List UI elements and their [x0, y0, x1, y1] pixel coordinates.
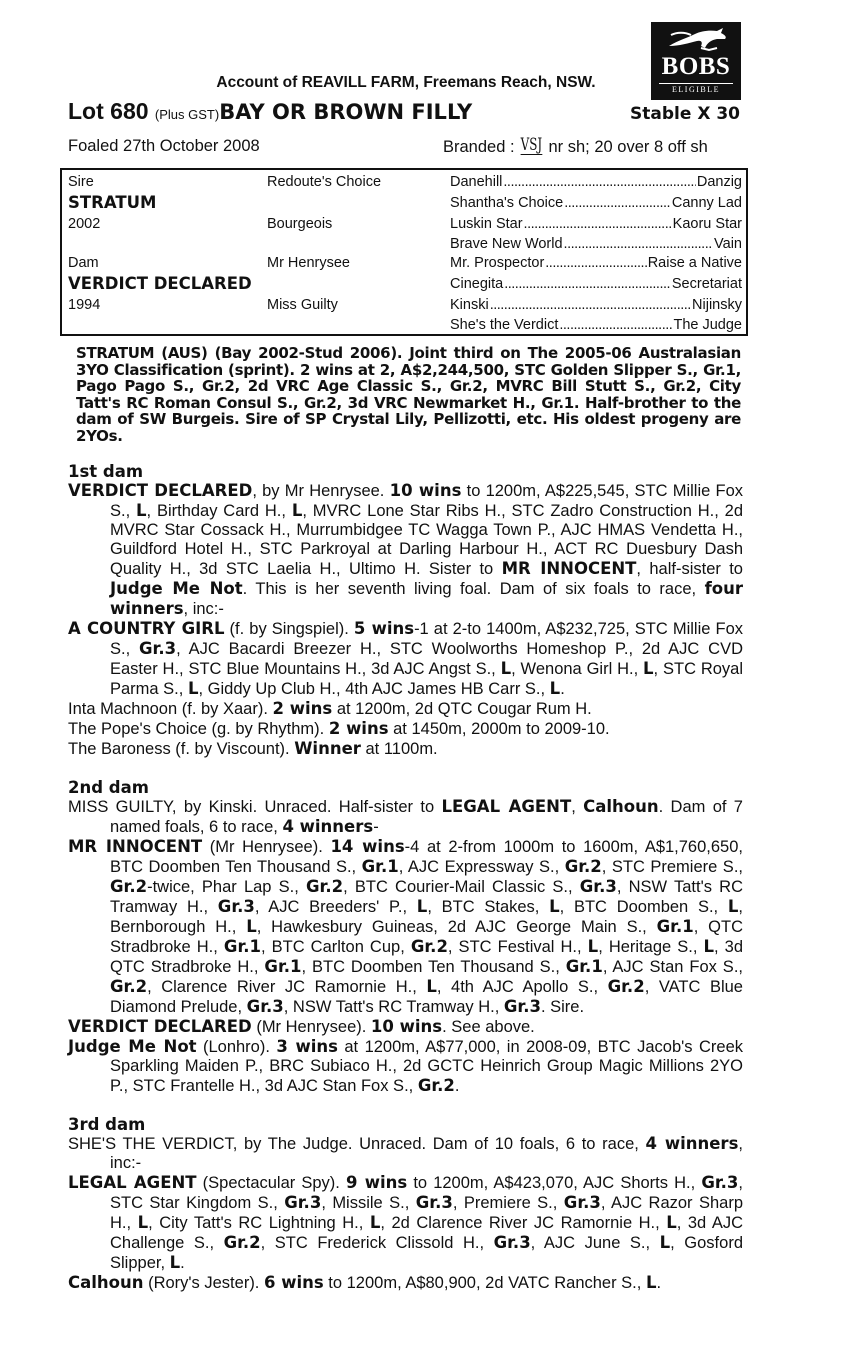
second-dam-paragraph: MISS GUILTY, by Kinski. Unraced. Half-sister to LEGAL AGENT, Calhoun. Dam of 7 named foals, 6 to race, 4 winners- — [68, 797, 743, 836]
branding — [443, 137, 708, 157]
great-grandparent-row: Luskin Star ..... Kaoru Star — [450, 216, 742, 232]
dam-name: VERDICT DECLARED — [68, 274, 252, 293]
dam-year: 1994 — [68, 297, 101, 313]
dam-sire: Mr Henrysee — [267, 255, 350, 271]
great-grandparent-row: She's the Verdict ..... The Judge — [450, 317, 742, 333]
logo-subtitle: ELIGIBLE — [659, 83, 733, 94]
foaled-date: Foaled 27th October 2008 — [68, 137, 260, 155]
sire-name: STRATUM — [68, 193, 157, 212]
brand-mark: VSJ — [520, 135, 543, 155]
lot-title — [68, 98, 472, 125]
first-dam-heading: 1st dam — [68, 462, 144, 481]
sire-sire: Redoute's Choice — [267, 174, 382, 190]
great-grandparent-row: Cinegita ..... Secretariat — [450, 276, 742, 292]
second-dam-heading: 2nd dam — [68, 778, 149, 797]
great-grandparent-row: Brave New World ..... Vain — [450, 236, 742, 252]
sire-dam: Bourgeois — [267, 216, 333, 232]
sire-summary: STRATUM (AUS) (Bay 2002-Stud 2006). Joint third on The 2005-06 Australasian 3YO Classification (sprint). 2 wins at 2, A$2,244,500, STC Golden Slipper S., Gr.1, Pago Pago S., Gr.2, 2d VRC Age Classic S., Gr.2, MVRC Bill Stutt S., Gr.2, City Tatt's RC Roman Consul S., Gr.2, 3d VRC Newmarket H., Gr.1. Half-brother to the dam of SW Burgeis. Sire of SP Crystal Lily, Pellizotti, etc. His oldest progeny are 2YOs. — [76, 344, 741, 445]
branded-label: Branded : — [443, 138, 515, 156]
lot-number: Lot 680 — [68, 98, 149, 124]
third-dam-heading: 3rd dam — [68, 1115, 146, 1134]
great-grandparent-row: Kinski ..... Nijinsky — [450, 297, 742, 313]
lot-line — [68, 98, 748, 128]
progeny-entry: The Baroness (f. by Viscount). Winner at 1100m. — [68, 739, 438, 758]
horse-description: BAY OR BROWN FILLY — [219, 100, 473, 124]
progeny-entry: A COUNTRY GIRL (f. by Singspiel). 5 wins-1 at 2-to 1400m, A$232,725, STC Millie Fox S., Gr.3, AJC Bacardi Breezer H., STC Woolworths Homeshop P., 2d AJC CVD Easter H., STC Blue Mountains H., 3d AJC Angst S., L, Wenona Girl H., L, STC Royal Parma S., L, Giddy Up Club H., 4th AJC James HB Carr S., L. — [68, 619, 744, 698]
logo-title: BOBS — [661, 53, 731, 80]
great-grandparent-row: Danehill ..... Danzig — [450, 174, 742, 190]
first-dam-paragraph: VERDICT DECLARED, by Mr Henrysee. 10 wins to 1200m, A$225,545, STC Millie Fox S., L, Birthday Card H., L, MVRC Lone Star Ribs H., STC Zadro Construction H., 2d MVRC Star Cossack H., Murrumbidgee TC Wagga Town P., AJC HMAS Vendetta H., Guildford Hotel H., STC Parkroyal at Darling Harbour H., ACT RC Duesbury Dash Quality H., 3d STC Laelia H., Ultimo H. Sister to MR INNOCENT, half-sister to Judge Me Not. This is her seventh living foal. Dam of six foals to race, four winners, inc:- — [68, 481, 743, 618]
progeny-entry: Inta Machnoon (f. by Xaar). 2 wins at 1200m, 2d QTC Cougar Rum H. — [68, 699, 592, 718]
pedigree-table — [60, 168, 748, 336]
progeny-entry: VERDICT DECLARED (Mr Henrysee). 10 wins. See above. — [68, 1017, 535, 1036]
sire-label: Sire — [68, 174, 94, 190]
dam-label: Dam — [68, 255, 99, 271]
stable-number: Stable X 30 — [630, 104, 740, 124]
progeny-entry: The Pope's Choice (g. by Rhythm). 2 wins at 1450m, 2000m to 2009-10. — [68, 719, 610, 738]
third-dam-paragraph: SHE'S THE VERDICT, by The Judge. Unraced. Dam of 10 foals, 6 to race, 4 winners, inc:- — [68, 1134, 743, 1172]
branded-text: nr sh; 20 over 8 off sh — [548, 138, 708, 156]
progeny-entry: MR INNOCENT (Mr Henrysee). 14 wins-4 at 2-from 1000m to 1600m, A$1,760,650, BTC Doomben Ten Thousand S., Gr.1, AJC Expressway S., Gr.2, STC Premiere S., Gr.2-twice, Phar Lap S., Gr.2, BTC Courier-Mail Classic S., Gr.3, NSW Tatt's RC Tramway H., Gr.3, AJC Breeders' P., L, BTC Stakes, L, BTC Doomben S., L, Bernborough H., L, Hawkesbury Guineas, 2d AJC George Main S., Gr.1, QTC Stradbroke H., Gr.1, BTC Carlton Cup, Gr.2, STC Festival H., L, Heritage S., L, 3d QTC Stradbroke H., Gr.1, BTC Doomben Ten Thousand S., Gr.1, AJC Stan Fox S., Gr.2, Clarence River JC Ramornie H., L, 4th AJC Apollo S., Gr.2, VATC Blue Diamond Prelude, Gr.3, NSW Tatt's RC Tramway H., Gr.3. Sire. — [68, 837, 743, 1016]
progeny-entry: Calhoun (Rory's Jester). 6 wins to 1200m, A$80,900, 2d VATC Rancher S., L. — [68, 1273, 662, 1292]
sire-year: 2002 — [68, 216, 101, 232]
vendor-account: Account of REAVILL FARM, Freemans Reach, NSW. — [216, 74, 596, 91]
great-grandparent-row: Shantha's Choice ..... Canny Lad — [450, 195, 742, 211]
progeny-entry: Judge Me Not (Lonhro). 3 wins at 1200m, A$77,000, in 2008-09, BTC Jacob's Creek Sparkling Maiden P., BRC Subiaco H., 2d GCTC Heinrich Group Magic Millions 2YO P., STC Frantelle H., 3d AJC Stan Fox S., Gr.2. — [68, 1037, 743, 1095]
horse-head-icon — [661, 24, 731, 56]
great-grandparent-row: Mr. Prospector ..... Raise a Native — [450, 255, 742, 271]
progeny-entry: LEGAL AGENT (Spectacular Spy). 9 wins to 1200m, A$423,070, AJC Shorts H., Gr.3, STC Star Kingdom S., Gr.3, Missile S., Gr.3, Premiere S., Gr.3, AJC Razor Sharp H., L, City Tatt's RC Lightning H., L, 2d Clarence River JC Ramornie H., L, 3d AJC Challenge S., Gr.2, STC Frederick Clissold H., Gr.3, AJC June S., L, Gosford Slipper, L. — [68, 1173, 744, 1272]
dam-dam: Miss Guilty — [267, 297, 338, 313]
gst-note: (Plus GST) — [154, 107, 220, 122]
dam-family-section — [68, 462, 743, 1293]
